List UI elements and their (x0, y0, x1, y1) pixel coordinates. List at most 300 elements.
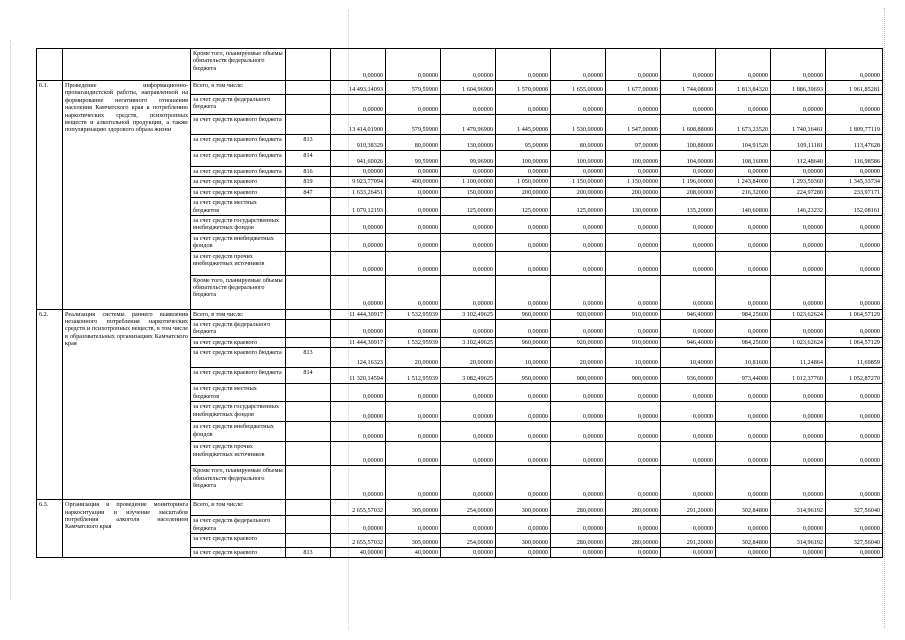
budget-code (286, 516, 331, 534)
amount-year-cell: 112,48640 (771, 151, 826, 167)
amount-year-cell: 0,00000 (716, 402, 771, 422)
amount-year-cell: 960,00000 (496, 309, 551, 319)
amount-year-cell: 0,00000 (771, 251, 826, 275)
amount-year-cell: 973,44000 (716, 368, 771, 384)
amount-year-cell: 0,00000 (826, 95, 883, 115)
amount-year-cell: 1 604,96900 (441, 81, 496, 95)
amount-year-cell: 0,00000 (771, 384, 826, 402)
amount-year-cell: 0,00000 (661, 516, 716, 534)
amount-year-cell: 116,98586 (826, 151, 883, 167)
amount-year-cell: 0,00000 (386, 422, 441, 442)
budget-code (286, 49, 331, 81)
amount-year-cell: 936,00000 (661, 368, 716, 384)
amount-year-cell: 1 813,84320 (716, 81, 771, 95)
amount-year-cell: 1 673,23520 (716, 115, 771, 135)
amount-year-cell: 254,00000 (441, 500, 496, 516)
amount-year-cell: 0,00000 (441, 216, 496, 234)
amount-year-cell: 0,00000 (496, 275, 551, 309)
budget-code: 816 (286, 167, 331, 177)
amount-year-cell: 0,00000 (606, 95, 661, 115)
amount-year-cell: 0,00000 (771, 49, 826, 81)
table-row (37, 500, 883, 516)
funding-source-label: за счет средств государственных внебюджетных фондов (191, 216, 286, 234)
amount-year-cell: 0,00000 (826, 516, 883, 534)
amount-year-cell: 200,00000 (496, 187, 551, 197)
amount-year-cell: 0,00000 (386, 198, 441, 216)
amount-year-cell: 0,00000 (771, 167, 826, 177)
amount-year-cell: 1 608,88000 (661, 115, 716, 135)
funding-source-label: за счет средств внебюджетных фондов (191, 422, 286, 442)
amount-year-cell: 0,00000 (661, 384, 716, 402)
amount-year-cell: 80,00000 (386, 135, 441, 151)
amount-year-cell: 984,25600 (716, 337, 771, 347)
section-description: Проведение информационно-пропагандистской работы, направленной на формирование негативного отношения населения Камчатского края к потреблению наркотических средств, психотропных веществ и алкогольной продукции, а также популяризацию здорового образа жизни (63, 81, 191, 310)
amount-total-cell: 124,16323 (331, 348, 386, 368)
amount-total-cell: 2 655,57032 (331, 533, 386, 547)
table-row (37, 309, 883, 319)
amount-year-cell: 1 655,00000 (551, 81, 606, 95)
amount-year-cell: 0,00000 (826, 422, 883, 442)
amount-year-cell: 1 012,37760 (771, 368, 826, 384)
funding-source-label: за счет средств краевого бюджета (191, 151, 286, 167)
amount-year-cell: 0,00000 (386, 466, 441, 500)
amount-year-cell: 1 512,95939 (386, 368, 441, 384)
amount-total-cell: 0,00000 (331, 216, 386, 234)
amount-year-cell: 1 961,85281 (826, 81, 883, 95)
amount-year-cell: 0,00000 (826, 320, 883, 338)
amount-year-cell: 1 547,00000 (606, 115, 661, 135)
amount-year-cell: 900,00000 (551, 368, 606, 384)
amount-year-cell: 0,00000 (496, 167, 551, 177)
amount-year-cell: 0,00000 (826, 442, 883, 466)
amount-year-cell: 0,00000 (661, 320, 716, 338)
amount-year-cell: 11,69859 (826, 348, 883, 368)
amount-year-cell: 0,00000 (661, 49, 716, 81)
amount-year-cell: 152,08161 (826, 198, 883, 216)
amount-year-cell: 0,00000 (551, 422, 606, 442)
amount-year-cell: 1 150,00000 (606, 177, 661, 187)
amount-year-cell: 0,00000 (661, 402, 716, 422)
amount-year-cell: 0,00000 (551, 442, 606, 466)
amount-year-cell: 0,00000 (716, 442, 771, 466)
amount-year-cell: 0,00000 (661, 251, 716, 275)
amount-year-cell: 920,00000 (551, 337, 606, 347)
funding-source-label: за счет средств краевого бюджета (191, 115, 286, 135)
amount-year-cell: 0,00000 (551, 320, 606, 338)
amount-year-cell: 0,00000 (661, 275, 716, 309)
amount-year-cell: 0,00000 (496, 216, 551, 234)
amount-year-cell: 0,00000 (606, 384, 661, 402)
amount-year-cell: 0,00000 (606, 422, 661, 442)
scan-margin-left (10, 40, 11, 600)
amount-year-cell: 1 345,33734 (826, 177, 883, 187)
amount-year-cell: 0,00000 (496, 233, 551, 251)
amount-year-cell: 233,97171 (826, 187, 883, 197)
amount-year-cell: 1 050,00000 (496, 177, 551, 187)
amount-year-cell: 1 570,00000 (496, 81, 551, 95)
scan-edge (884, 8, 885, 628)
amount-year-cell: 305,00000 (386, 500, 441, 516)
amount-year-cell: 0,00000 (826, 167, 883, 177)
amount-year-cell: 0,00000 (551, 547, 606, 557)
amount-year-cell: 0,00000 (441, 384, 496, 402)
amount-total-cell: 1 079,12193 (331, 198, 386, 216)
amount-year-cell: 0,00000 (716, 516, 771, 534)
amount-total-cell: 0,00000 (331, 167, 386, 177)
amount-year-cell: 0,00000 (441, 251, 496, 275)
amount-year-cell: 0,00000 (496, 442, 551, 466)
amount-year-cell: 0,00000 (386, 384, 441, 402)
amount-year-cell: 327,56040 (826, 500, 883, 516)
amount-year-cell: 0,00000 (826, 216, 883, 234)
amount-total-cell: 0,00000 (331, 233, 386, 251)
amount-year-cell: 1 886,39693 (771, 81, 826, 95)
amount-year-cell: 104,91520 (716, 135, 771, 151)
amount-total-cell: 14 493,14093 (331, 81, 386, 95)
amount-year-cell: 140,60800 (716, 198, 771, 216)
amount-year-cell: 100,00000 (606, 151, 661, 167)
amount-year-cell: 314,96192 (771, 533, 826, 547)
amount-year-cell: 0,00000 (606, 233, 661, 251)
amount-total-cell: 1 633,26451 (331, 187, 386, 197)
amount-year-cell: 150,00000 (441, 187, 496, 197)
funding-source-label: за счет средств федерального бюджета (191, 516, 286, 534)
budget-code (286, 309, 331, 319)
amount-year-cell: 0,00000 (771, 442, 826, 466)
amount-year-cell: 0,00000 (771, 95, 826, 115)
funding-source-label: за счет средств федерального бюджета (191, 95, 286, 115)
amount-total-cell: 0,00000 (331, 422, 386, 442)
amount-year-cell: 0,00000 (771, 402, 826, 422)
amount-year-cell: 0,00000 (496, 95, 551, 115)
amount-total-cell: 0,00000 (331, 402, 386, 422)
funding-source-label: за счет средств местных бюджетов (191, 198, 286, 216)
amount-year-cell: 0,00000 (386, 402, 441, 422)
amount-year-cell: 109,11181 (771, 135, 826, 151)
amount-year-cell: 125,00000 (441, 198, 496, 216)
amount-year-cell: 216,32000 (716, 187, 771, 197)
amount-year-cell: 200,00000 (551, 187, 606, 197)
amount-year-cell: 0,00000 (771, 516, 826, 534)
funding-source-label: за счет средств государственных внебюджетных фондов (191, 402, 286, 422)
amount-year-cell: 200,00000 (606, 187, 661, 197)
amount-year-cell: 0,00000 (661, 466, 716, 500)
amount-year-cell: 0,00000 (826, 275, 883, 309)
amount-year-cell: 280,00000 (606, 500, 661, 516)
amount-year-cell: 579,59900 (386, 115, 441, 135)
budget-code (286, 533, 331, 547)
amount-total-cell: 2 655,57032 (331, 500, 386, 516)
amount-year-cell: 0,00000 (826, 251, 883, 275)
amount-year-cell: 80,00000 (551, 135, 606, 151)
amount-year-cell: 0,00000 (716, 167, 771, 177)
amount-year-cell: 0,00000 (386, 442, 441, 466)
amount-year-cell: 0,00000 (716, 216, 771, 234)
amount-year-cell: 0,00000 (771, 466, 826, 500)
section-number: 6.1. (37, 81, 63, 310)
amount-year-cell: 99,59900 (386, 151, 441, 167)
amount-year-cell: 0,00000 (606, 251, 661, 275)
funding-source-label: Всего, в том числе: (191, 309, 286, 319)
amount-year-cell: 0,00000 (386, 251, 441, 275)
amount-total-cell: 9 923,77094 (331, 177, 386, 187)
section-description: Организация и проведение мониторинга наркоситуации и изучение масштабов потребления алкоголя населением Камчатского края (63, 500, 191, 558)
amount-year-cell: 1 532,95939 (386, 309, 441, 319)
funding-source-label: за счет средств прочих внебюджетных источников (191, 251, 286, 275)
amount-year-cell: 1 530,00000 (551, 115, 606, 135)
amount-year-cell: 20,00000 (441, 348, 496, 368)
amount-year-cell: 400,00000 (386, 177, 441, 187)
funding-source-label: Кроме того, планируемые объемы обязательств федерального бюджета (191, 466, 286, 500)
amount-year-cell: 0,00000 (551, 516, 606, 534)
budget-code (286, 198, 331, 216)
amount-year-cell: 10,40000 (661, 348, 716, 368)
amount-year-cell: 0,00000 (661, 167, 716, 177)
budget-code (286, 337, 331, 347)
budget-code (286, 251, 331, 275)
amount-year-cell: 280,00000 (606, 533, 661, 547)
amount-year-cell: 300,00000 (496, 500, 551, 516)
amount-year-cell: 130,00000 (441, 135, 496, 151)
amount-year-cell: 0,00000 (716, 233, 771, 251)
amount-year-cell: 99,96900 (441, 151, 496, 167)
amount-year-cell: 0,00000 (826, 384, 883, 402)
amount-year-cell: 0,00000 (386, 516, 441, 534)
amount-year-cell: 130,00000 (606, 198, 661, 216)
amount-year-cell: 40,00000 (386, 547, 441, 557)
amount-year-cell: 0,00000 (771, 216, 826, 234)
amount-year-cell: 0,00000 (661, 233, 716, 251)
amount-year-cell: 946,40000 (661, 337, 716, 347)
budget-table (36, 48, 883, 558)
amount-year-cell: 3 102,49625 (441, 309, 496, 319)
amount-total-cell: 910,38329 (331, 135, 386, 151)
amount-year-cell: 1 744,08000 (661, 81, 716, 95)
amount-year-cell: 0,00000 (771, 275, 826, 309)
amount-year-cell: 104,00000 (661, 151, 716, 167)
amount-year-cell: 100,00000 (551, 151, 606, 167)
amount-year-cell: 1 740,16461 (771, 115, 826, 135)
amount-year-cell: 1 052,87270 (826, 368, 883, 384)
amount-year-cell: 135,20000 (661, 198, 716, 216)
amount-year-cell: 0,00000 (441, 49, 496, 81)
budget-code (286, 320, 331, 338)
amount-year-cell: 0,00000 (551, 466, 606, 500)
amount-year-cell: 960,00000 (496, 337, 551, 347)
amount-year-cell: 0,00000 (606, 442, 661, 466)
amount-year-cell: 97,00000 (606, 135, 661, 151)
amount-year-cell: 0,00000 (441, 422, 496, 442)
amount-year-cell: 0,00000 (716, 466, 771, 500)
amount-year-cell: 0,00000 (386, 49, 441, 81)
amount-year-cell: 1 243,84000 (716, 177, 771, 187)
amount-year-cell: 0,00000 (551, 384, 606, 402)
budget-code (286, 422, 331, 442)
amount-year-cell: 0,00000 (716, 95, 771, 115)
amount-total-cell: 0,00000 (331, 320, 386, 338)
budget-code (286, 81, 331, 95)
amount-year-cell: 0,00000 (716, 422, 771, 442)
amount-year-cell: 20,00000 (551, 348, 606, 368)
amount-year-cell: 0,00000 (441, 402, 496, 422)
funding-source-label: Кроме того, планируемые объемы обязательств федерального бюджета (191, 49, 286, 81)
amount-year-cell: 0,00000 (716, 547, 771, 557)
amount-total-cell: 11 320,14594 (331, 368, 386, 384)
amount-total-cell: 40,00000 (331, 547, 386, 557)
amount-year-cell: 0,00000 (386, 233, 441, 251)
amount-year-cell: 305,00000 (386, 533, 441, 547)
amount-total-cell: 11 444,30917 (331, 309, 386, 319)
amount-total-cell: 0,00000 (331, 95, 386, 115)
amount-year-cell: 0,00000 (826, 233, 883, 251)
budget-code (286, 216, 331, 234)
amount-year-cell: 291,20000 (661, 533, 716, 547)
amount-year-cell: 0,00000 (771, 547, 826, 557)
amount-year-cell: 3 082,49625 (441, 368, 496, 384)
amount-year-cell: 10,81600 (716, 348, 771, 368)
amount-year-cell: 0,00000 (716, 384, 771, 402)
funding-source-label: за счет средств краевого (191, 177, 286, 187)
amount-year-cell: 302,84800 (716, 500, 771, 516)
funding-source-label: за счет средств прочих внебюджетных источников (191, 442, 286, 466)
amount-year-cell: 208,00000 (661, 187, 716, 197)
amount-year-cell: 0,00000 (386, 95, 441, 115)
amount-total-cell: 13 414,01900 (331, 115, 386, 135)
amount-year-cell: 0,00000 (661, 95, 716, 115)
funding-source-label: за счет средств краевого (191, 337, 286, 347)
amount-year-cell: 0,00000 (606, 320, 661, 338)
funding-source-label: за счет средств местных бюджетов (191, 384, 286, 402)
amount-year-cell: 1 445,00000 (496, 115, 551, 135)
amount-year-cell: 100,88000 (661, 135, 716, 151)
amount-year-cell: 900,00000 (606, 368, 661, 384)
amount-year-cell: 0,00000 (551, 275, 606, 309)
amount-year-cell: 0,00000 (496, 251, 551, 275)
amount-year-cell: 0,00000 (441, 275, 496, 309)
amount-year-cell: 0,00000 (386, 320, 441, 338)
amount-year-cell: 0,00000 (606, 466, 661, 500)
budget-code (286, 115, 331, 135)
amount-year-cell: 0,00000 (496, 49, 551, 81)
section-number: 6.3. (37, 500, 63, 558)
amount-year-cell: 0,00000 (661, 547, 716, 557)
budget-code (286, 466, 331, 500)
amount-year-cell: 0,00000 (441, 233, 496, 251)
amount-year-cell: 302,84800 (716, 533, 771, 547)
amount-year-cell: 0,00000 (826, 547, 883, 557)
amount-year-cell: 0,00000 (441, 95, 496, 115)
amount-year-cell: 0,00000 (496, 320, 551, 338)
amount-year-cell: 0,00000 (826, 49, 883, 81)
amount-year-cell: 327,56040 (826, 533, 883, 547)
amount-total-cell: 941,60026 (331, 151, 386, 167)
section-number (37, 49, 63, 81)
budget-code (286, 500, 331, 516)
amount-year-cell: 0,00000 (551, 95, 606, 115)
funding-source-label: за счет средств краевого (191, 187, 286, 197)
amount-year-cell: 3 102,49625 (441, 337, 496, 347)
budget-code: 847 (286, 187, 331, 197)
amount-year-cell: 0,00000 (606, 547, 661, 557)
amount-year-cell: 1 023,62624 (771, 337, 826, 347)
amount-year-cell: 1 532,95939 (386, 337, 441, 347)
amount-year-cell: 0,00000 (661, 442, 716, 466)
funding-source-label: за счет средств краевого бюджета (191, 167, 286, 177)
amount-year-cell: 0,00000 (386, 216, 441, 234)
amount-year-cell: 0,00000 (606, 275, 661, 309)
amount-year-cell: 0,00000 (606, 49, 661, 81)
budget-code: 814 (286, 368, 331, 384)
amount-year-cell: 0,00000 (716, 275, 771, 309)
amount-year-cell: 291,20000 (661, 500, 716, 516)
budget-code: 813 (286, 135, 331, 151)
amount-year-cell: 0,00000 (496, 402, 551, 422)
amount-year-cell: 10,00000 (496, 348, 551, 368)
amount-year-cell: 0,00000 (386, 187, 441, 197)
amount-year-cell: 254,00000 (441, 533, 496, 547)
amount-year-cell: 100,00000 (496, 151, 551, 167)
amount-year-cell: 0,00000 (551, 167, 606, 177)
amount-year-cell: 300,00000 (496, 533, 551, 547)
amount-year-cell: 1 677,00000 (606, 81, 661, 95)
amount-year-cell: 146,23232 (771, 198, 826, 216)
amount-year-cell: 0,00000 (496, 422, 551, 442)
section-description: Реализация системы раннего выявления незаконного потребления наркотических средств и психотропных веществ, в том числе в образовательных организациях Камчатского края (63, 309, 191, 499)
amount-total-cell: 0,00000 (331, 516, 386, 534)
amount-year-cell: 108,16000 (716, 151, 771, 167)
amount-year-cell: 10,00000 (606, 348, 661, 368)
amount-year-cell: 1 809,77119 (826, 115, 883, 135)
amount-year-cell: 0,00000 (716, 49, 771, 81)
amount-year-cell: 11,24864 (771, 348, 826, 368)
amount-year-cell: 0,00000 (826, 402, 883, 422)
amount-year-cell: 0,00000 (441, 442, 496, 466)
section-description (63, 49, 191, 81)
budget-code: 813 (286, 547, 331, 557)
amount-year-cell: 0,00000 (441, 547, 496, 557)
amount-year-cell: 579,59900 (386, 81, 441, 95)
amount-total-cell: 0,00000 (331, 49, 386, 81)
table-row (37, 81, 883, 95)
amount-year-cell: 0,00000 (716, 320, 771, 338)
budget-code (286, 402, 331, 422)
amount-total-cell: 0,00000 (331, 384, 386, 402)
amount-year-cell: 0,00000 (771, 233, 826, 251)
amount-year-cell: 0,00000 (441, 466, 496, 500)
budget-code (286, 442, 331, 466)
amount-year-cell: 910,00000 (606, 309, 661, 319)
amount-year-cell: 280,00000 (551, 500, 606, 516)
amount-year-cell: 1 479,96900 (441, 115, 496, 135)
amount-year-cell: 0,00000 (606, 167, 661, 177)
amount-total-cell: 0,00000 (331, 442, 386, 466)
amount-year-cell: 946,40000 (661, 309, 716, 319)
amount-year-cell: 1 064,57129 (826, 337, 883, 347)
amount-year-cell: 0,00000 (496, 384, 551, 402)
funding-source-label: Кроме того, планируемые объемы обязательств федерального бюджета (191, 275, 286, 309)
amount-year-cell: 1 150,00000 (551, 177, 606, 187)
amount-year-cell: 0,00000 (551, 233, 606, 251)
amount-year-cell: 0,00000 (496, 516, 551, 534)
funding-source-label: за счет средств федерального бюджета (191, 320, 286, 338)
funding-source-label: за счет средств краевого (191, 533, 286, 547)
amount-year-cell: 0,00000 (496, 466, 551, 500)
amount-year-cell: 280,00000 (551, 533, 606, 547)
amount-year-cell: 0,00000 (606, 402, 661, 422)
funding-source-label: за счет средств краевого бюджета (191, 368, 286, 384)
table-body (37, 49, 883, 558)
budget-code (286, 275, 331, 309)
